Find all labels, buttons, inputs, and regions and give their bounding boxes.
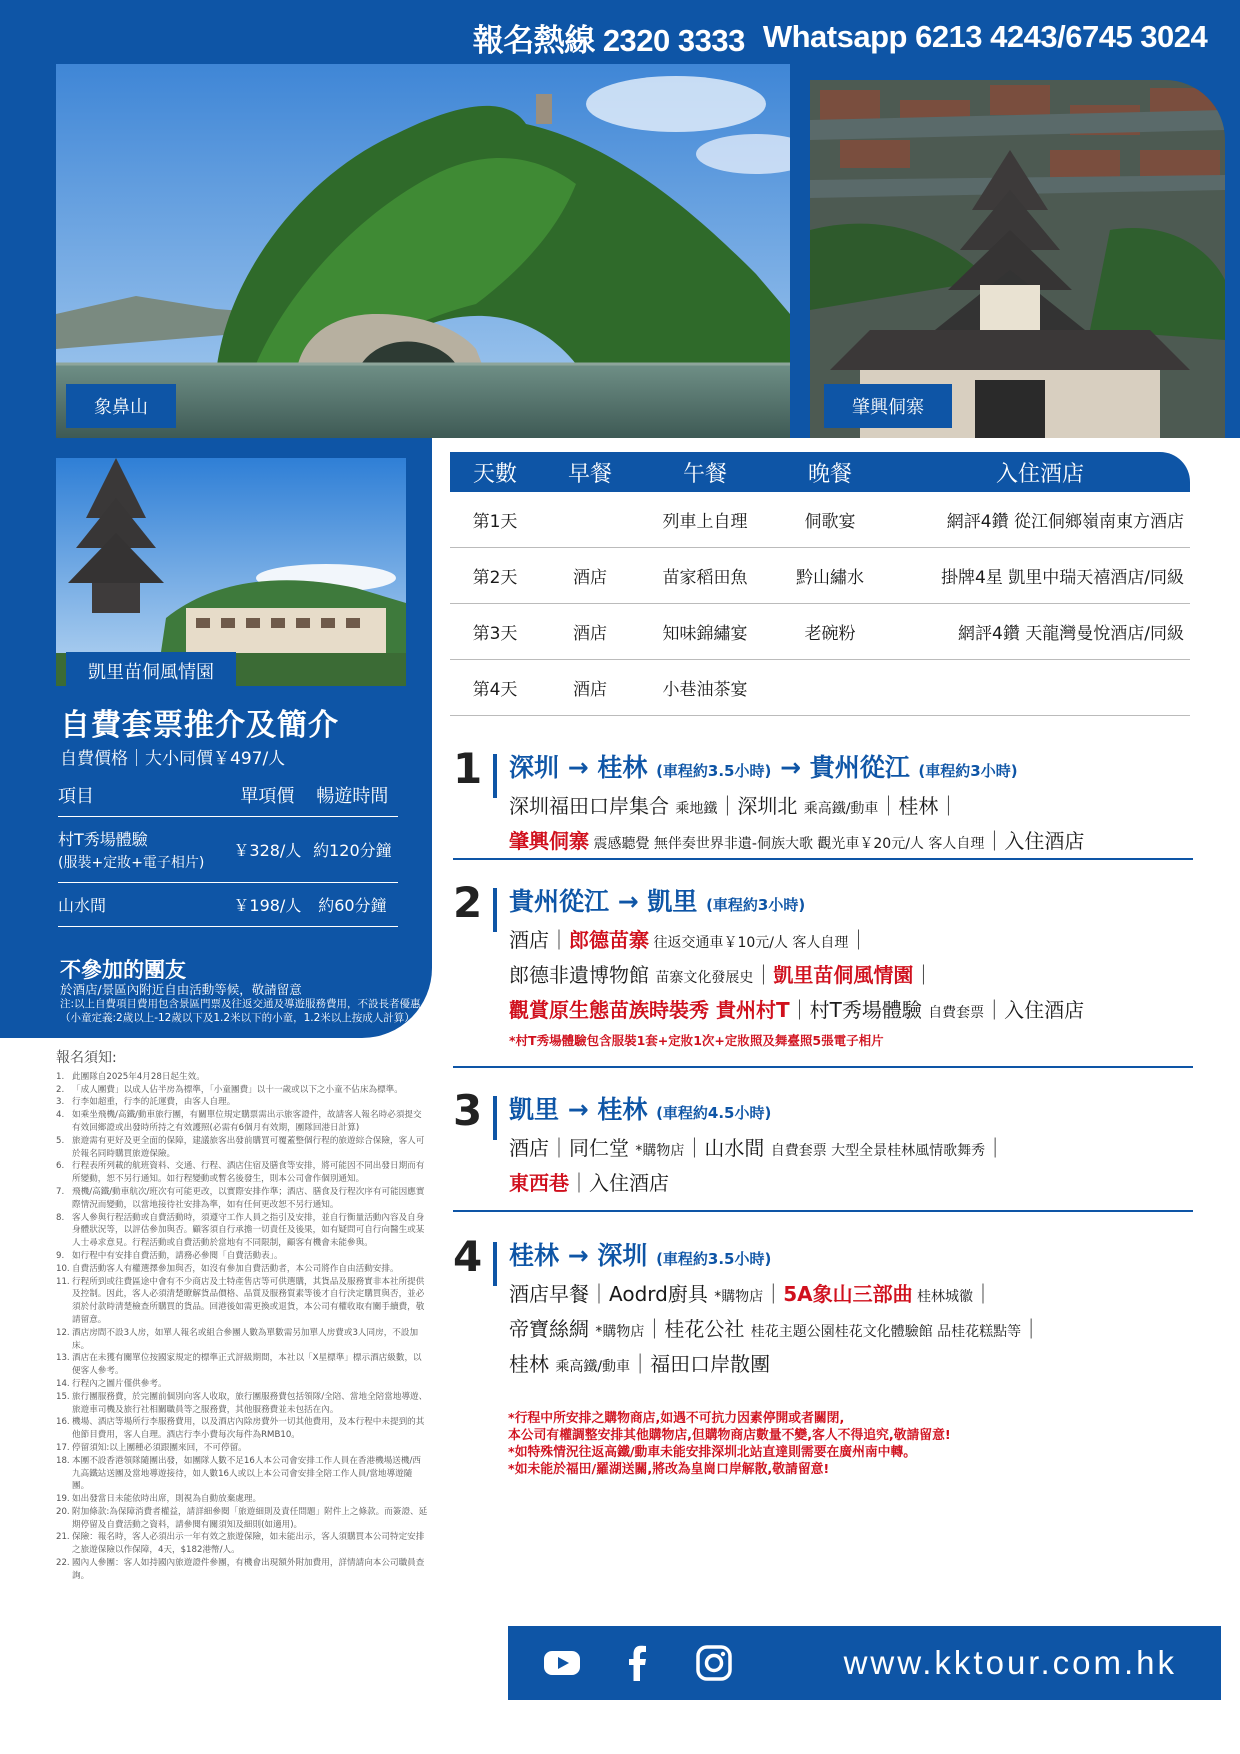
stop: 酒店早餐｜Aodrd廚具 (509, 1282, 715, 1306)
youtube-icon[interactable] (542, 1643, 582, 1683)
day-number: 1 (453, 744, 483, 793)
website-link[interactable]: www.kktour.com.hk (843, 1644, 1177, 1681)
day-line (509, 1313, 1199, 1342)
registration-notes (56, 1052, 428, 1583)
list-item (56, 1096, 428, 1109)
meal-day: 第2天 (472, 568, 518, 588)
day-route (509, 748, 1199, 784)
list-item (56, 1506, 428, 1532)
highlight-stop: 郎德苗寨 (569, 928, 649, 952)
list-number: 17. (56, 1442, 70, 1453)
highlight-stop: 肇興侗寨 (509, 829, 589, 853)
meal-schedule (450, 452, 1190, 716)
day-divider (453, 858, 1193, 860)
meal-lunch: 列車上自理 (662, 512, 748, 532)
stop: 酒店｜同仁堂 (509, 1136, 636, 1160)
list-text: 飛機/高鐵/動車航次/班次有可能更改，以實際安排作準；酒店、膳食及行程次序有可能因應實際情況而變動，以當地接待社安排為準，如有任何更改恕不另行通知。 (72, 1186, 425, 1210)
list-text: 此團隊自2025年4月28日起生效。 (72, 1071, 205, 1082)
stop-note: 自費套票 大型全景桂林風情歌舞秀 (770, 1143, 986, 1159)
day-route (509, 1236, 1199, 1272)
meal-dinner: 黔山繡水 (796, 568, 864, 588)
stop: ｜村T秀場體驗 (789, 998, 929, 1022)
stop: ｜ (913, 963, 934, 987)
nojoin-child-note: （小童定義:2歲以上-12歲以下及1.2米以下的小童，1.2米以上按成人計算） (60, 1012, 415, 1024)
day-line (509, 994, 1199, 1023)
stop: ｜入住酒店 (984, 829, 1085, 853)
elephant-hill-image (56, 64, 790, 438)
list-item (56, 1263, 428, 1276)
meal-col-hotel: 入住酒店 (995, 461, 1084, 487)
meal-day: 第3天 (472, 624, 518, 644)
list-text: 行李如超重，行李的託運費，由客人自理。 (72, 1097, 236, 1108)
registration-title: 報名須知: (56, 1050, 117, 1066)
top-blue-band-right (1225, 0, 1240, 438)
table-row (450, 604, 1190, 660)
list-text: 如出發當日未能依時出席，則視為自動放棄處理。 (72, 1494, 262, 1505)
list-item (56, 1160, 428, 1186)
self-pay-panel (0, 438, 432, 1038)
stop-note: 自費套票 (928, 1005, 985, 1021)
route-segment: 凱里 → 桂林 (509, 1095, 657, 1124)
note-line: *行程中所安排之購物商店,如遇不可抗力因素停開或者關閉, (508, 1411, 845, 1426)
list-text: 酒店房間不設3人房，如單人報名或組合參團人數為單數需另加單人房費或3人同房，不設加床。 (72, 1327, 419, 1351)
day-divider (453, 1210, 1193, 1212)
item-time: 約60分鐘 (307, 883, 398, 927)
list-item (56, 1416, 428, 1442)
item-name: 山水間 (58, 883, 228, 927)
list-item (56, 1442, 428, 1455)
list-number: 18. (56, 1455, 70, 1466)
note-line: *如特殊情況往返高鐵/動車未能安排深圳北站直達則需要在廣州南中轉。 (508, 1445, 917, 1460)
list-text: 如行程中有安排自費活動，請務必參閱「自費活動表」。 (72, 1250, 283, 1261)
highlight-stop: 5A象山三部曲 (783, 1282, 913, 1306)
list-number: 15. (56, 1391, 70, 1402)
elephant-hill-photo (56, 64, 790, 438)
meal-col-dinner: 晚餐 (807, 461, 852, 487)
route-time: (車程約3.5小時) (656, 762, 772, 780)
stop: ｜桂林｜ (878, 794, 959, 818)
meal-breakfast: 酒店 (573, 624, 607, 644)
kaili-label: 凱里苗侗風情園 (66, 652, 236, 686)
stop-note: 乘地鐵 (675, 801, 718, 817)
day-route (509, 882, 1199, 918)
list-text: 機場、酒店等場所行李服務費用，以及酒店內除房費外一切其他費用，及本行程中未提到的其他節目費用，客人自理。酒店行李小費每次每件為RMB10。 (72, 1417, 425, 1441)
stop: ｜山水間 (684, 1136, 771, 1160)
list-text: 國內人參團：客人如持國內旅遊證件參團，有機會出現額外附加費用，詳情請向本公司職員查詢。 (72, 1558, 425, 1581)
stop: 酒店｜ (509, 928, 569, 952)
meal-header (450, 452, 1190, 492)
meal-breakfast: 酒店 (573, 680, 607, 700)
stop: ｜ (973, 1282, 994, 1306)
self-pay-title: 自費套票推介及簡介 (60, 708, 339, 743)
list-text: 附加條款:為保障消費者權益，請詳細參閱「旅遊細則及責任問題」附件上之條款。而簽證、延期停留及自費活動之資料，請參閱有關須知及細則(如適用)。 (72, 1506, 428, 1530)
list-item (56, 1557, 428, 1583)
stop: ｜福田口岸散團 (630, 1352, 771, 1376)
stop: ｜入住酒店 (984, 998, 1085, 1022)
stop: 深圳福田口岸集合 (509, 794, 676, 818)
meal-dinner: 侗歌宴 (804, 512, 856, 532)
table-row (58, 883, 398, 927)
list-number: 21. (56, 1532, 70, 1543)
stop-note: *購物店 (714, 1289, 764, 1305)
day-body (509, 1236, 1199, 1377)
stop-note: 往返交通車￥10元/人 客人自理 (649, 935, 849, 951)
highlight-stop: 東西巷 (509, 1171, 569, 1195)
zhaoxing-label: 肇興侗寨 (824, 384, 952, 428)
list-item (56, 1071, 428, 1084)
stop: ｜ (763, 1282, 784, 1306)
list-item (56, 1084, 428, 1097)
item-time: 約120分鐘 (307, 817, 398, 883)
item-name: 村T秀場體驗 (58, 830, 148, 849)
meal-col-lunch: 午餐 (682, 461, 727, 487)
meal-dinner: 老碗粉 (804, 624, 856, 644)
day-bar (493, 1096, 497, 1140)
list-text: 旅遊需有更好及更全面的保障，建議旅客出發前購買可覆蓋整個行程的旅遊綜合保險，客人可於報名同時購買旅遊保險。 (72, 1135, 425, 1159)
day-bar (493, 754, 497, 798)
day-line (509, 1348, 1199, 1377)
stop: ｜桂花公社 (644, 1317, 751, 1341)
highlight-stop: 觀賞原生態苗族時裝秀 貴州村T (509, 998, 790, 1022)
list-item (56, 1109, 428, 1135)
stop: ｜深圳北 (717, 794, 804, 818)
nojoin-text (60, 982, 432, 1025)
hotline-number[interactable]: 報名熱線 2320 3333 (472, 22, 745, 58)
nojoin-line: 於酒店/景區內附近自由活動等候，敬請留意 (60, 982, 302, 997)
list-item (56, 1327, 428, 1353)
list-item (56, 1135, 428, 1161)
meal-hotel: 掛牌4星 凱里中瑞天禧酒店/同級 (941, 568, 1184, 588)
stop-note: 桂花主題公園桂花文化體驗館 品桂花糕點等 (750, 1324, 1022, 1340)
list-number: 12. (56, 1327, 70, 1338)
list-number: 14. (56, 1378, 70, 1389)
list-item (56, 1531, 428, 1557)
list-number: 2. (56, 1084, 65, 1095)
day-line (509, 924, 1199, 953)
col-price: 單項價 (228, 770, 307, 817)
route-time: (車程約3小時) (918, 762, 1018, 780)
list-text: 行程內之圖片僅供參考。 (72, 1378, 167, 1389)
list-number: 20. (56, 1506, 70, 1517)
day-note: *村T秀場體驗包含服裝1套+定妝1次+定妝照及舞臺照5張電子相片 (509, 1033, 884, 1048)
stop: ｜ (753, 963, 774, 987)
list-number: 1. (56, 1071, 65, 1082)
self-pay-price: 自費價格｜大小同價￥497/人 (60, 749, 286, 769)
list-number: 10. (56, 1263, 70, 1274)
list-number: 4. (56, 1110, 65, 1121)
stop: ｜ (985, 1136, 1006, 1160)
highlight-stop: 凱里苗侗風情園 (773, 963, 914, 987)
list-number: 5. (56, 1135, 65, 1146)
stop: ｜ (848, 928, 869, 952)
elephant-hill-label: 象鼻山 (66, 384, 176, 428)
list-number: 19. (56, 1494, 70, 1505)
list-text: 保險：報名時，客人必須出示一年有效之旅遊保險，如未能出示，客人須購買本公司特定安排之旅遊保險以作保障，4天，$182港幣/人。 (72, 1532, 425, 1556)
stop: 桂林 (509, 1352, 556, 1376)
hotline-banner (455, 0, 1225, 74)
item-sub: (服裝+定妝+電子相片) (58, 855, 205, 871)
meal-lunch: 知味錦繡宴 (662, 624, 748, 644)
meal-breakfast: 酒店 (573, 568, 607, 588)
kaili-park-photo (56, 458, 406, 686)
self-pay-header-row (58, 770, 398, 817)
list-number: 7. (56, 1186, 65, 1197)
stop: 帝寶絲綢 (509, 1317, 596, 1341)
stop-note: *購物店 (635, 1143, 685, 1159)
meal-day: 第1天 (472, 512, 518, 532)
day-line (509, 825, 1199, 854)
list-number: 9. (56, 1250, 65, 1261)
stop-note: 桂林城徽 (912, 1289, 974, 1305)
day-route (509, 1090, 1199, 1126)
list-item (56, 1276, 428, 1327)
table-row (58, 817, 398, 883)
list-number: 11. (56, 1276, 70, 1287)
registration-list (56, 1071, 428, 1583)
nojoin-note: 注:以上自費項目費用包含景區門票及往返交通及導遊服務費用，不設長者優惠。 (60, 998, 432, 1010)
day-line (509, 1167, 1199, 1196)
stop-note: *購物店 (595, 1324, 645, 1340)
table-row (450, 492, 1190, 548)
list-text: 行程所到或往費區途中會有不少商店及土特產售店等可供選購，其貨品及服務實非本社所提供及控制。因此，客人必須清楚瞭解貨品價格、品質及服務質素等後才自行決定購買與否，並必須於付款時清楚檢查所購買的貨品。回港後如需更換或退貨，本公司有權收取有關手續費，敬請留意。 (72, 1276, 425, 1325)
stop: ｜入住酒店 (569, 1171, 669, 1195)
meal-lunch: 苗家稻田魚 (662, 568, 748, 588)
list-text: 自費活動客人有權選擇參加與否，如沒有參加自費活動者，本公司將作自由活動安排。 (72, 1263, 399, 1274)
list-number: 3. (56, 1097, 65, 1108)
list-number: 22. (56, 1558, 70, 1569)
instagram-icon[interactable] (694, 1643, 734, 1683)
meal-hotel: 網評4鑽 從江侗鄉嶺南東方酒店 (946, 512, 1184, 532)
stop: 郎德非遺博物館 (509, 963, 656, 987)
day-line (509, 959, 1199, 988)
nojoin-title: 不參加的團友 (60, 958, 186, 982)
meal-lunch: 小巷油茶宴 (662, 680, 748, 700)
stop-note: 震感聽覺 無伴奏世界非遺-侗族大歌 觀光車￥20元/人 客人自理 (589, 836, 985, 852)
list-text: 停留須知:以上團種必須跟團來回，不可停留。 (72, 1442, 247, 1453)
meal-col-day: 天數 (472, 461, 517, 487)
list-item (56, 1391, 428, 1417)
list-number: 16. (56, 1417, 70, 1428)
meal-col-breakfast: 早餐 (567, 461, 612, 487)
list-item (56, 1493, 428, 1506)
list-number: 8. (56, 1212, 65, 1223)
meal-hotel: 網評4鑽 天龍灣曼悅酒店/同級 (958, 624, 1184, 644)
list-text: 如乘坐飛機/高鐵/動車旅行團，有關單位規定購票需出示旅客證件，故請客人報名時必須提交有效回鄉證或出發時所持之有效護照(必需有6個月有效期，團隊回港日計算) (72, 1110, 422, 1133)
route-time: (車程約4.5小時) (656, 1104, 772, 1122)
shopping-notes (508, 1410, 951, 1478)
day-body (509, 882, 1199, 1049)
day-body (509, 1090, 1199, 1196)
stop-note: 苗寨文化發展史 (655, 970, 754, 986)
route-segment: → 貴州從江 (771, 753, 919, 782)
day-line (509, 790, 1199, 819)
col-item: 項目 (58, 770, 228, 817)
table-row (450, 548, 1190, 604)
route-segment: 桂林 → 深圳 (509, 1241, 657, 1270)
list-item (56, 1352, 428, 1378)
list-text: 行程表所列載的航班資料、交通、行程、酒店住宿及膳食等安排，將可能因不同出發日期而有所變動，恕不另行通知。如行程變動或暫名後發生，則本公司會作個別通知。 (72, 1161, 425, 1185)
route-time: (車程約3.5小時) (656, 1250, 772, 1268)
facebook-icon[interactable] (618, 1643, 658, 1683)
whatsapp-number[interactable]: Whatsapp 6213 4243/6745 3024 (762, 19, 1208, 54)
list-number: 13. (56, 1353, 70, 1364)
table-row (450, 660, 1190, 716)
list-text: 旅行團服務費，於完團前個別向客人收取，旅行團服務費包括領隊/全陪、當地全陪當地導遊、旅遊車司機及旅行社相關職員等之服務費，其他服務費並未包括在內。 (72, 1391, 428, 1415)
day-number: 2 (453, 878, 483, 927)
list-item (56, 1250, 428, 1263)
zhaoxing-village-photo (810, 80, 1225, 438)
list-item (56, 1378, 428, 1391)
list-text: 「成人團費」以成人佔半房為標準，「小童團費」以十一歲或以下之小童不佔床為標準。 (72, 1084, 403, 1095)
day-line (509, 1132, 1199, 1161)
col-time: 暢遊時間 (307, 770, 398, 817)
stop: ｜ (1021, 1317, 1042, 1341)
item-price: ￥328/人 (228, 817, 307, 883)
meal-day: 第4天 (472, 680, 518, 700)
note-line: 本公司有權調整安排其他購物店,但購物商店數量不變,客人不得追究,敬請留意! (508, 1428, 951, 1443)
list-item (56, 1212, 428, 1250)
route-time: (車程約3小時) (706, 896, 806, 914)
route-segment: 深圳 → 桂林 (509, 753, 657, 782)
list-item (56, 1186, 428, 1212)
route-segment: 貴州從江 → 凱里 (509, 887, 707, 916)
list-item (56, 1455, 428, 1493)
list-text: 本團不設香港領隊隨團出發，如團隊人數不足16人本公司會安排工作人員在香港機場送機/西九高鐵站送團及當地導遊接待，如人數16人或以上本公司會安排全陪工作人員/當地導遊隨團。 (72, 1455, 421, 1492)
day-bar (493, 1242, 497, 1286)
day-divider (453, 1066, 1193, 1068)
list-text: 酒店在未獲有關單位按國家規定的標準正式評級期間，本社以「X星標準」標示酒店級數，以便客人參考。 (72, 1353, 422, 1377)
item-price: ￥198/人 (228, 883, 307, 927)
day-number: 4 (453, 1232, 483, 1281)
list-text: 客人參與行程活動或自費活動時，須遵守工作人員之指引及安排，並自行衡量活動內容及自身身體狀況等，以評估參加與否。顧客須自行承擔一切責任及後果，如有疑問可自行向醫生或某人士尋求意見。行程活動或自費活動於當地有不同限制，顧客有機會未能參與。 (72, 1212, 425, 1249)
list-number: 6. (56, 1161, 65, 1172)
stop-note: 乘高鐵/動車 (555, 1359, 631, 1375)
self-pay-table (58, 770, 398, 927)
footer-bar (508, 1626, 1221, 1700)
stop-note: 乘高鐵/動車 (803, 801, 879, 817)
day-body (509, 748, 1199, 854)
day-number: 3 (453, 1086, 483, 1135)
day-line (509, 1278, 1199, 1307)
note-line: *如未能於福田/羅湖送關,將改為皇崗口岸解散,敬請留意! (508, 1462, 830, 1477)
day-bar (493, 888, 497, 932)
